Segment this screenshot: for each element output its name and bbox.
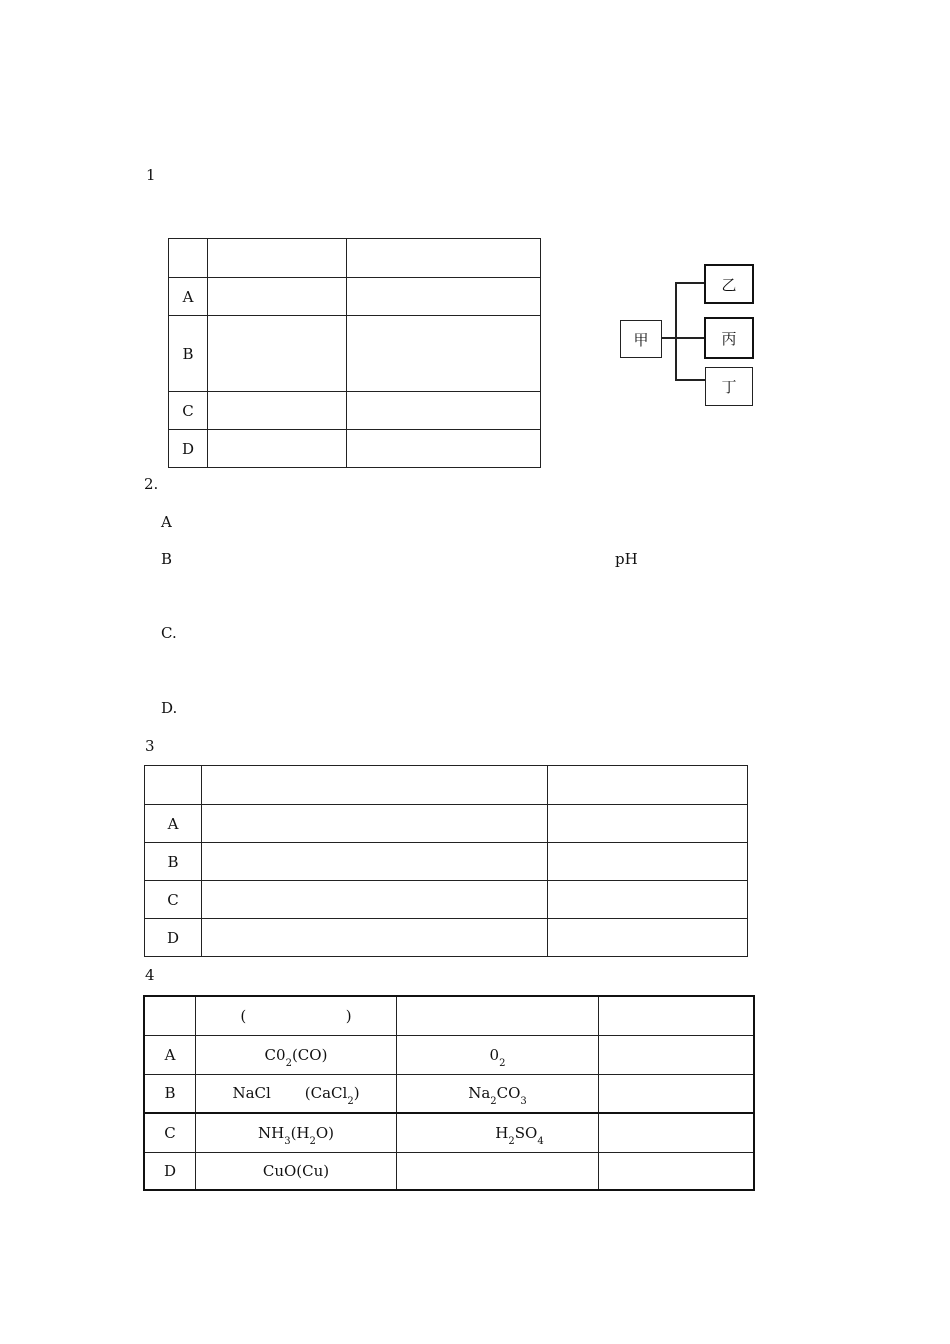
q4-row-label: B — [144, 1074, 196, 1113]
q1-row-label: B — [169, 316, 208, 392]
diagram-box-yi: 乙 — [704, 264, 754, 304]
q1-row-c-col2 — [347, 392, 541, 430]
q1-header-col1 — [208, 239, 347, 278]
q3-row-label: D — [145, 919, 202, 957]
q3-row-b-col2 — [548, 843, 748, 881]
q4-row-b-reagent: $Na_2CO_3$ — [397, 1074, 599, 1113]
q3-row-b-col1 — [202, 843, 548, 881]
q4-row-a-reagent: $0_2$ — [397, 1035, 599, 1074]
q3-row-label: A — [145, 805, 202, 843]
diagram-box-jia: 甲 — [620, 320, 662, 358]
q1-row-label: D — [169, 430, 208, 468]
q2-option-c: C. — [161, 624, 177, 642]
q3-row-label: B — [145, 843, 202, 881]
diagram-connector — [675, 379, 705, 381]
q2-option-b: B — [161, 550, 173, 568]
q4-row-d-reagent — [397, 1152, 599, 1190]
q4-header-col3 — [599, 996, 755, 1035]
q1-row-d-col1 — [208, 430, 347, 468]
q1-row-a-col1 — [208, 278, 347, 316]
q4-row-c-reagent: $H_2SO_4$ — [397, 1113, 599, 1152]
q3-header-col1 — [202, 766, 548, 805]
q1-row-c-col1 — [208, 392, 347, 430]
q4-row-a-substance: $C0_2(CO)$ — [196, 1035, 397, 1074]
q4-row-c-substance: $NH_3(H_2O)$ — [196, 1113, 397, 1152]
q3-row-d-col1 — [202, 919, 548, 957]
q4-row-label: D — [144, 1152, 196, 1190]
diagram-box-ding: 丁 — [705, 367, 753, 406]
q3-row-c-col1 — [202, 881, 548, 919]
question-4-table — [143, 995, 755, 1191]
q2-option-a: A — [161, 513, 172, 531]
question-1-table — [168, 238, 541, 468]
q4-row-label: C — [144, 1113, 196, 1152]
q2-option-d: D. — [161, 699, 178, 717]
q1-header-col2 — [347, 239, 541, 278]
q1-header-label — [169, 239, 208, 278]
question-4-number: 4 — [145, 966, 155, 984]
q4-header-paren-close: ) — [345, 1006, 352, 1025]
diagram-connector — [675, 282, 705, 284]
q1-row-b-col2 — [347, 316, 541, 392]
q4-row-d-method — [599, 1152, 755, 1190]
q3-row-a-col2 — [548, 805, 748, 843]
q4-header-col1 — [196, 996, 397, 1035]
q4-row-b-method — [599, 1074, 755, 1113]
q3-row-a-col1 — [202, 805, 548, 843]
q4-header-label — [144, 996, 196, 1035]
q3-row-d-col2 — [548, 919, 748, 957]
diagram-connector — [675, 337, 705, 339]
q4-row-d-substance: CuO(Cu) — [196, 1152, 397, 1190]
q2-ph-label: pH — [615, 550, 638, 568]
q4-header-paren-open: ( — [240, 1006, 247, 1025]
q1-row-label: C — [169, 392, 208, 430]
question-3-number: 3 — [145, 737, 155, 755]
q4-row-a-method — [599, 1035, 755, 1074]
q3-header-label — [145, 766, 202, 805]
q1-row-d-col2 — [347, 430, 541, 468]
q3-row-c-col2 — [548, 881, 748, 919]
q4-row-label: A — [144, 1035, 196, 1074]
question-3-table — [144, 765, 748, 957]
q4-row-b-substance: NaCl (CaCl$_2$) — [196, 1074, 397, 1113]
diagram-box-bing: 丙 — [704, 317, 754, 359]
q1-row-a-col2 — [347, 278, 541, 316]
q1-row-b-col1 — [208, 316, 347, 392]
question-2-number: 2. — [144, 475, 159, 493]
q1-row-label: A — [169, 278, 208, 316]
diagram-connector — [661, 337, 676, 339]
q4-row-c-method — [599, 1113, 755, 1152]
q3-row-label: C — [145, 881, 202, 919]
diagram-connector — [675, 282, 677, 380]
q4-header-col2 — [397, 996, 599, 1035]
question-1-number: 1 — [146, 166, 156, 184]
q3-header-col2 — [548, 766, 748, 805]
